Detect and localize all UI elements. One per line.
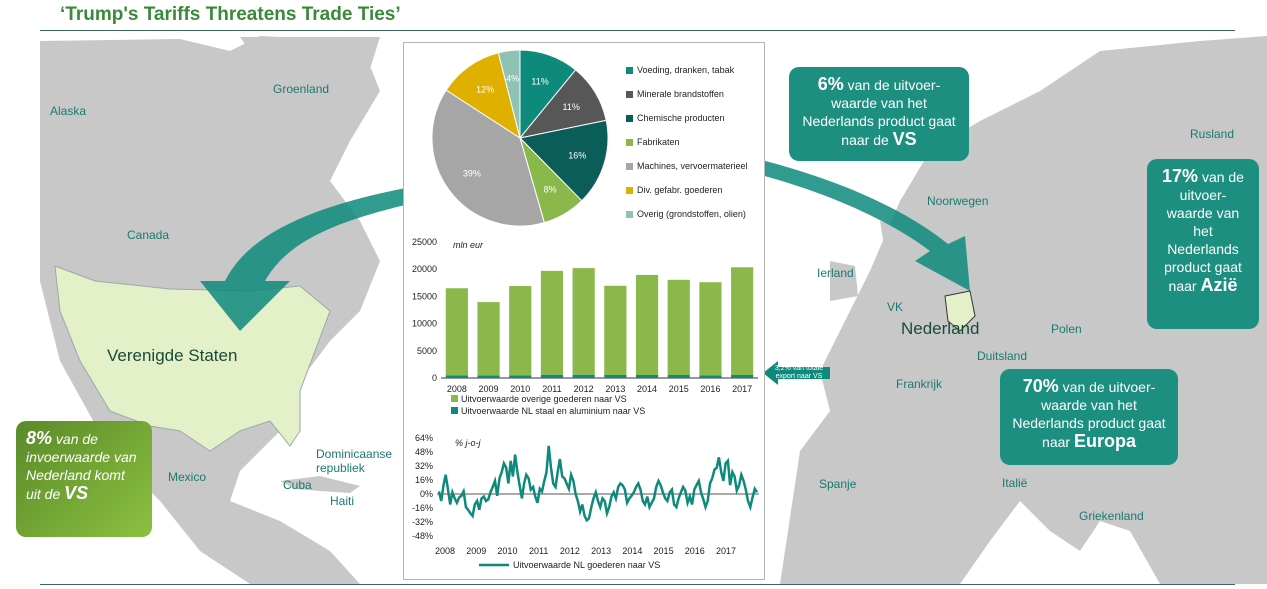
box-export-vs-pct: 6% <box>817 74 844 94</box>
legend-label: Overig (grondstoffen, olien) <box>637 209 746 219</box>
bar-segment <box>446 288 468 375</box>
x-tick-label: 2017 <box>716 546 737 556</box>
x-tick-label: 2011 <box>542 384 562 394</box>
pie-slice-label: 39% <box>462 168 481 179</box>
legend-item <box>626 82 748 106</box>
pie-legend <box>626 58 748 226</box>
box-export-europa-text: van de uitvoer-waarde van het Nederlands product gaat naar <box>1012 379 1166 450</box>
box-import-pct: 8% <box>26 428 53 448</box>
legend-swatch <box>626 139 633 146</box>
label-italie: Italië <box>1002 476 1028 490</box>
legend-item <box>626 130 748 154</box>
y-tick-label: 10000 <box>411 318 437 329</box>
y-tick-label: -16% <box>411 503 433 513</box>
y-tick-label: 32% <box>414 461 433 471</box>
box-export-europa <box>1000 369 1178 465</box>
x-tick-label: 2016 <box>684 546 705 556</box>
x-tick-label: 2008 <box>446 384 467 394</box>
box-export-azie <box>1147 159 1259 329</box>
label-mexico: Mexico <box>168 470 207 484</box>
label-nederland: Nederland <box>901 319 980 338</box>
label-frankrijk: Frankrijk <box>896 377 943 391</box>
box-export-azie-pct: 17% <box>1162 166 1199 186</box>
y-tick-label: -32% <box>411 517 433 527</box>
line-unit-label: % j-o-j <box>455 438 481 448</box>
bar-legend-label: Uitvoerwaarde overige goederen naar VS <box>461 394 627 404</box>
legend-label: Machines, vervoermaterieel <box>637 161 748 171</box>
label-groenland: Groenland <box>273 82 330 96</box>
label-rusland: Rusland <box>1190 127 1235 141</box>
bar-chart <box>403 232 765 427</box>
box-import-vs <box>16 421 152 537</box>
x-tick-label: 2017 <box>732 384 753 394</box>
bar-segment <box>699 282 721 375</box>
bar-segment <box>573 375 595 378</box>
y-tick-label: -48% <box>411 531 433 541</box>
pie-slice-label: 11% <box>562 102 580 113</box>
box-export-azie-text: van de uitvoer-waarde van het Nederlands product gaat naar <box>1164 169 1244 294</box>
label-verenigde-staten: Verenigde Staten <box>107 346 238 365</box>
y-tick-label: 20000 <box>411 264 437 275</box>
legend-swatch <box>626 187 633 194</box>
label-duitsland: Duitsland <box>977 349 1028 363</box>
label-polen: Polen <box>1051 322 1082 336</box>
legend-swatch <box>626 115 633 122</box>
legend-label: Voeding, dranken, tabak <box>637 65 735 75</box>
x-tick-label: 2013 <box>591 546 612 556</box>
box-export-azie-dest: Azië <box>1200 275 1238 295</box>
label-haiti: Haiti <box>330 494 355 508</box>
label-alaska: Alaska <box>50 104 87 118</box>
label-ierland: Ierland <box>817 266 854 280</box>
pie-slice-label: 4% <box>506 73 520 84</box>
legend-swatch <box>626 91 633 98</box>
bar-segment <box>573 268 595 375</box>
legend-swatch <box>626 163 633 170</box>
line-series <box>439 446 757 520</box>
label-canada: Canada <box>127 228 170 242</box>
legend-item <box>626 106 748 130</box>
y-tick-label: 5000 <box>416 345 437 356</box>
bar-unit-label: mln eur <box>453 240 484 250</box>
x-tick-label: 2016 <box>700 384 721 394</box>
box-export-vs-dest: VS <box>892 129 917 149</box>
y-tick-label: 0% <box>419 489 433 499</box>
box-export-europa-pct: 70% <box>1022 376 1059 396</box>
bar-segment <box>604 286 626 375</box>
pie-slice-label: 8% <box>543 184 557 195</box>
legend-item <box>626 154 748 178</box>
x-tick-label: 2009 <box>466 546 487 556</box>
x-tick-label: 2010 <box>510 384 531 394</box>
pie-chart <box>420 48 620 228</box>
label-vk: VK <box>887 300 904 314</box>
bar-segment <box>477 302 499 375</box>
legend-label: Minerale brandstoffen <box>637 89 724 99</box>
line-chart <box>403 430 765 578</box>
legend-item <box>626 58 748 82</box>
pie-slice-label: 16% <box>568 150 587 161</box>
box-export-vs-text: van de uitvoer-waarde van het Nederlands product gaat naar de <box>802 77 956 148</box>
bar-legend-label: Uitvoerwaarde NL staal en aluminium naar VS <box>461 406 646 416</box>
pie-slice-label: 12% <box>476 84 495 95</box>
label-spanje: Spanje <box>819 477 857 491</box>
y-tick-label: 0 <box>431 373 437 383</box>
bar-segment <box>668 280 690 375</box>
y-tick-label: 25000 <box>411 237 437 247</box>
bar-segment <box>668 375 690 378</box>
label-dominicaanse-republiek: Dominicaanse republiek <box>316 447 393 475</box>
bar-segment <box>699 375 721 378</box>
bar-legend-swatch <box>451 407 458 414</box>
legend-swatch <box>626 211 633 218</box>
note-total-export: 3,2% van totale export naar VS <box>774 365 824 380</box>
x-tick-label: 2012 <box>559 546 580 556</box>
y-tick-label: 64% <box>414 433 433 443</box>
label-cuba: Cuba <box>283 478 312 492</box>
bar-legend-swatch <box>451 395 458 402</box>
x-tick-label: 2014 <box>637 384 658 394</box>
pie-slice-label: 11% <box>531 76 549 87</box>
x-tick-label: 2008 <box>434 546 456 556</box>
bar-segment <box>509 375 531 378</box>
bottom-divider <box>40 584 1235 585</box>
line-legend-label: Uitvoerwaarde NL goederen naar VS <box>513 560 661 570</box>
y-tick-label: 48% <box>414 447 433 457</box>
y-tick-label: 16% <box>414 475 433 485</box>
x-tick-label: 2015 <box>668 384 689 394</box>
x-tick-label: 2010 <box>497 546 518 556</box>
legend-label: Chemische producten <box>637 113 725 123</box>
box-import-text: van de invoerwaarde van Nederland komt uit de <box>26 431 137 502</box>
legend-label: Fabrikaten <box>637 137 680 147</box>
bar-segment <box>731 267 753 375</box>
bar-segment <box>731 375 753 378</box>
legend-item <box>626 178 748 202</box>
box-export-europa-dest: Europa <box>1073 431 1136 451</box>
box-import-dest: VS <box>64 483 89 503</box>
label-griekenland: Griekenland <box>1079 509 1144 523</box>
bar-segment <box>604 375 626 378</box>
legend-item <box>626 202 748 226</box>
y-tick-label: 15000 <box>411 291 437 302</box>
bar-segment <box>541 271 563 375</box>
bar-segment <box>477 376 499 378</box>
legend-label: Div. gefabr. goederen <box>637 185 723 195</box>
bar-segment <box>509 286 531 375</box>
x-tick-label: 2015 <box>653 546 674 556</box>
x-tick-label: 2011 <box>528 546 549 556</box>
legend-swatch <box>626 67 633 74</box>
label-noorwegen: Noorwegen <box>927 194 989 208</box>
x-tick-label: 2013 <box>605 384 626 394</box>
x-tick-label: 2012 <box>573 384 594 394</box>
bar-segment <box>541 375 563 378</box>
x-tick-label: 2014 <box>622 546 643 556</box>
page-title: ‘Trump's Tariffs Threatens Trade Ties’ <box>60 4 401 25</box>
box-export-vs <box>789 67 969 161</box>
bar-segment <box>636 375 658 378</box>
x-tick-label: 2009 <box>478 384 499 394</box>
bar-segment <box>636 275 658 375</box>
bar-segment <box>446 375 468 378</box>
